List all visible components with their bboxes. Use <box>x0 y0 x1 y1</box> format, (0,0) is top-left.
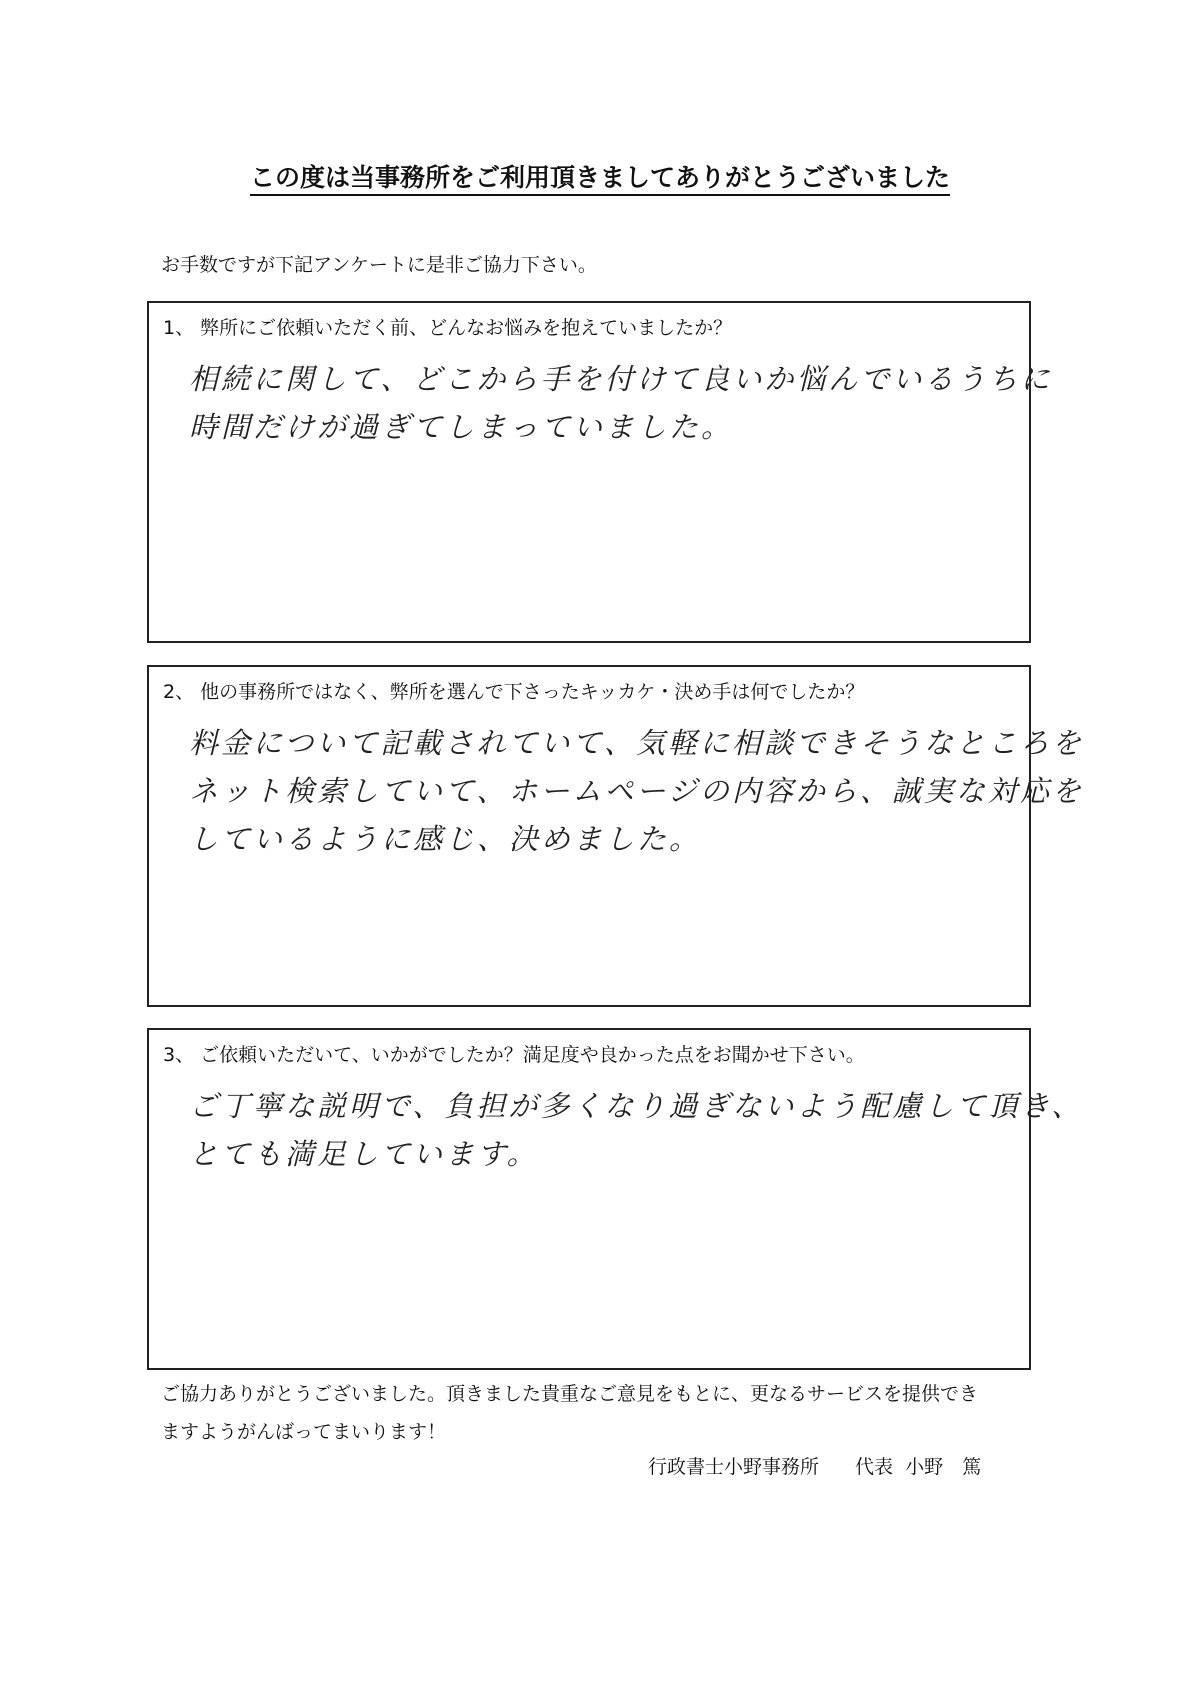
question-1-answer <box>189 355 1053 451</box>
question-3-answer <box>189 1082 1084 1178</box>
office-name: 行政書士小野事務所 <box>648 1456 820 1478</box>
answer-line: 時間だけが過ぎてしまっていました。 <box>189 410 734 444</box>
question-2-label: 2、 他の事務所ではなく、弊所を選んで下さったキッカケ・決め手は何でしたか？ <box>163 681 865 703</box>
page-title-text: この度は当事務所をご利用頂きましてありがとうございました <box>250 163 950 196</box>
answer-line: しているように感じ、決めました。 <box>189 822 702 856</box>
answer-line: ご丁寧な説明で、負担が多くなり過ぎないよう配慮して頂き、 <box>189 1089 1084 1123</box>
question-box-2 <box>147 665 1084 1007</box>
question-3-label: 3、 ご依頼いただいて、いかがでしたか？満足度や良かった点をお聞かせ下さい。 <box>163 1044 865 1066</box>
answer-line: 料金について記載されていて、気軽に相談できそうなところを <box>189 726 1084 760</box>
closing-message <box>161 1375 1041 1451</box>
answer-line: とても満足しています。 <box>189 1137 539 1171</box>
question-2-answer <box>189 719 1084 863</box>
intro-text: お手数ですが下記アンケートに是非ご協力下さい。 <box>161 254 597 276</box>
question-1-label: 1、 弊所にご依頼いただく前、どんなお悩みを抱えていましたか？ <box>163 317 733 339</box>
answer-line: 相続に関して、どこから手を付けて良いか悩んでいるうちに <box>189 362 1053 396</box>
closing-line: ますようがんばってまいります！ <box>161 1421 447 1443</box>
question-box-3 <box>147 1028 1084 1370</box>
page-title <box>0 158 1200 194</box>
representative-name: 小野 篤 <box>905 1456 982 1478</box>
closing-line: ご協力ありがとうございました。頂きました貴重なご意見をもとに、更なるサービスを提供でき <box>161 1383 979 1405</box>
question-box-1 <box>147 301 1053 643</box>
representative-role: 代表 <box>855 1456 894 1478</box>
answer-line: ネット検索していて、ホームページの内容から、誠実な対応を <box>189 774 1084 808</box>
signature <box>648 1452 981 1479</box>
